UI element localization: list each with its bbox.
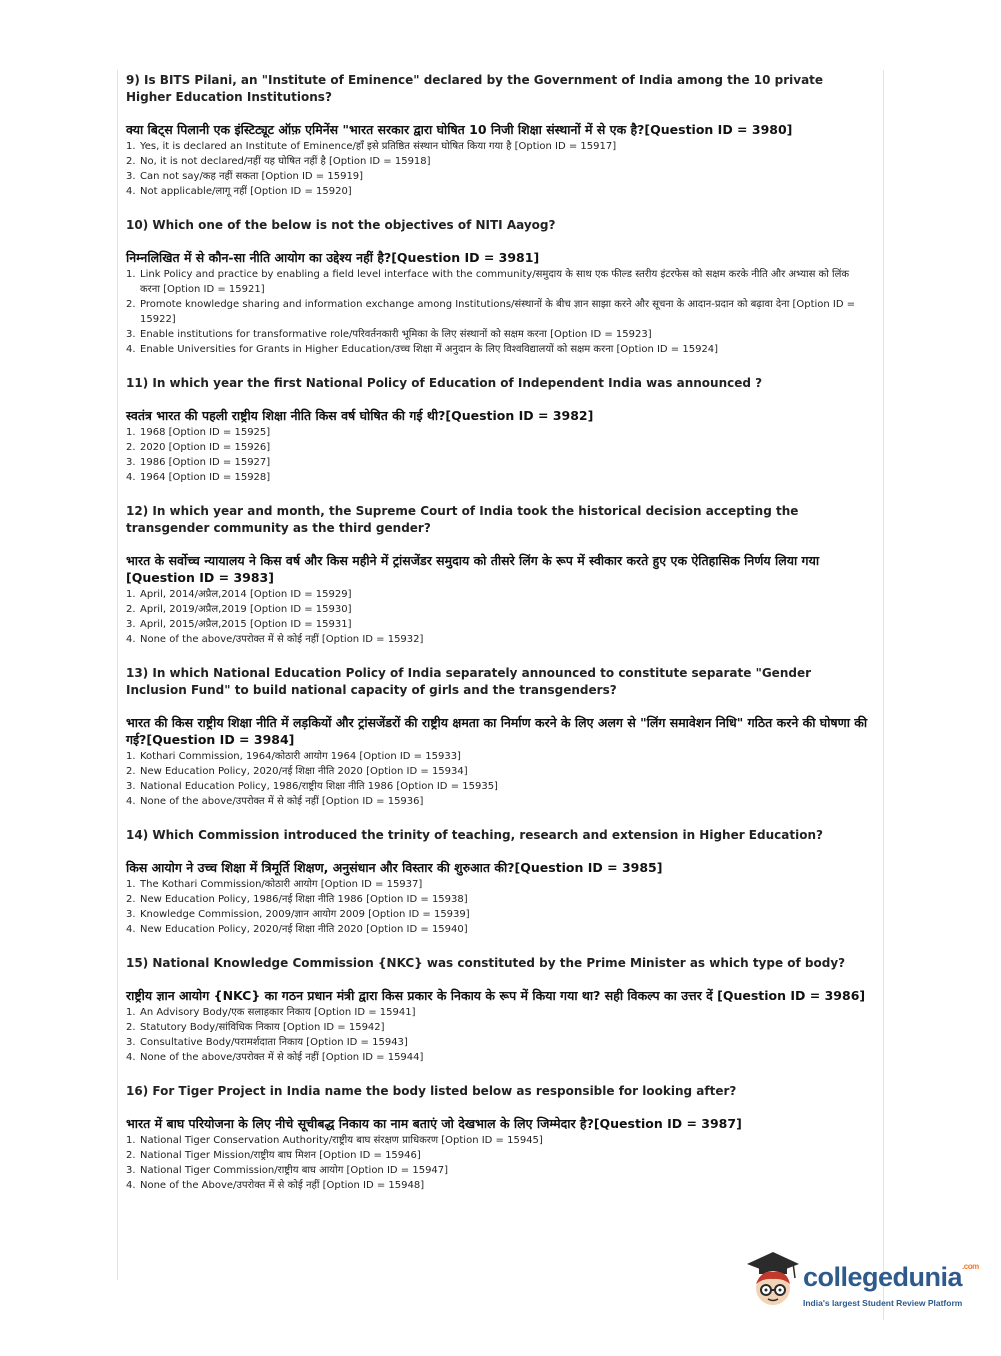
option-item: 2. Statutory Body/सांविधिक निकाय [Option ID = 15942]	[126, 1022, 385, 1033]
question-hindi: भारत के सर्वोच्च न्यायालय ने किस वर्ष और किस महीने में ट्रांसजेंडर समुदाय को तीसरे लिंग के रूप में स्वीकार करते हुए एक ऐतिहासिक निर्णय लिया गया [Question ID = 3983]	[126, 553, 820, 585]
collegedunia-mascot-icon	[743, 1248, 803, 1320]
question-english: 16) For Tiger Project in India name the body listed below as responsible for looking after?	[126, 1084, 737, 1098]
option-item: 2. New Education Policy, 1986/नई शिक्षा नीति 1986 [Option ID = 15938]	[126, 894, 468, 905]
option-item: 2. National Tiger Mission/राष्ट्रीय बाघ मिशन [Option ID = 15946]	[126, 1150, 421, 1161]
option-item: 1. 1968 [Option ID = 15925]	[126, 427, 271, 438]
option-item: 3. Enable institutions for transformative role/परिवर्तनकारी भूमिका के लिए संस्थानों को सक्षम करना [Option ID = 15923]	[126, 329, 652, 340]
option-item: 4. Not applicable/लागू नहीं [Option ID = 15920]	[126, 186, 352, 197]
option-list	[126, 425, 871, 485]
left-margin-rule	[117, 70, 118, 1280]
option-item: 3. Consultative Body/परामर्शदाता निकाय [Option ID = 15943]	[126, 1037, 408, 1048]
question-hindi: किस आयोग ने उच्च शिक्षा में त्रिमूर्ति शिक्षण, अनुसंधान और विस्तार की शुरुआत की?[Question ID = 3985]	[126, 860, 663, 875]
option-item: 4. None of the above/उपरोक्त में से कोई नहीं [Option ID = 15932]	[126, 634, 424, 645]
option-list	[126, 749, 871, 809]
option-item: 4. New Education Policy, 2020/नई शिक्षा नीति 2020 [Option ID = 15940]	[126, 924, 468, 935]
option-item: 3. National Tiger Commission/राष्ट्रीय बाघ आयोग [Option ID = 15947]	[126, 1165, 449, 1176]
option-item: 1. Link Policy and practice by enabling a field level interface with the community/समुदाय के साथ एक फील्ड स्तरीय इंटरफेस को सक्षम करके नीति और अभ्यास को लिंक करना [Option ID = 15921]	[126, 269, 850, 295]
option-item: 2. April, 2019/अप्रैल,2019 [Option ID = 15930]	[126, 604, 352, 615]
question-list	[126, 72, 871, 1193]
option-item: 3. Knowledge Commission, 2009/ज्ञान आयोग 2009 [Option ID = 15939]	[126, 909, 470, 920]
option-list	[126, 139, 871, 199]
brand-tagline: India's largest Student Review Platform	[803, 1298, 963, 1308]
question-block	[126, 503, 871, 647]
option-item: 4. Enable Universities for Grants in Higher Education/उच्च शिक्षा में अनुदान के लिए विश्वविद्यालयों को सक्षम करना [Option ID = 15924]	[126, 344, 719, 355]
question-hindi: भारत की किस राष्ट्रीय शिक्षा नीति में लड़कियों और ट्रांसजेंडरों की राष्ट्रीय क्षमता का निर्माण करने के लिए अलग से "लिंग समावेशन निधि" गठित करने की घोषणा की गई?[Question ID = 3984]	[126, 715, 868, 747]
question-block	[126, 665, 871, 809]
option-item: 1. Yes, it is declared an Institute of Eminence/हाँ इसे प्रतिष्ठित संस्थान घोषित किया गया है [Option ID = 15917]	[126, 141, 617, 152]
option-item: 1. An Advisory Body/एक सलाहकार निकाय [Option ID = 15941]	[126, 1007, 416, 1018]
option-item: 2. New Education Policy, 2020/नई शिक्षा नीति 2020 [Option ID = 15934]	[126, 766, 468, 777]
option-item: 2. No, it is not declared/नहीं यह घोषित नहीं है [Option ID = 15918]	[126, 156, 431, 167]
option-item: 2. Promote knowledge sharing and information exchange among Institutions/संस्थानों के बीच ज्ञान साझा करने और सूचना के आदान-प्रदान को बढ़ावा देना [Option ID = 15922]	[126, 299, 856, 325]
option-list	[126, 267, 871, 357]
question-block	[126, 955, 871, 1065]
question-english: 14) Which Commission introduced the trinity of teaching, research and extension in Higher Education?	[126, 828, 823, 842]
question-english: 12) In which year and month, the Supreme Court of India took the historical decision accepting the transgender community as the third gender?	[126, 504, 799, 535]
question-block	[126, 72, 871, 199]
option-list	[126, 587, 871, 647]
option-item: 2. 2020 [Option ID = 15926]	[126, 442, 271, 453]
right-margin-rule	[883, 70, 884, 1320]
option-item: 1. Kothari Commission, 1964/कोठारी आयोग 1964 [Option ID = 15933]	[126, 751, 461, 762]
option-item: 1. The Kothari Commission/कोठारी आयोग [Option ID = 15937]	[126, 879, 423, 890]
question-hindi: निम्नलिखित में से कौन-सा नीति आयोग का उद्देश्य नहीं है?[Question ID = 3981]	[126, 250, 540, 265]
option-item: 1. April, 2014/अप्रैल,2014 [Option ID = 15929]	[126, 589, 352, 600]
question-hindi: भारत में बाघ परियोजना के लिए नीचे सूचीबद्ध निकाय का नाम बताएं जो देखभाल के लिए जिम्मेदार है?[Question ID = 3987]	[126, 1116, 742, 1131]
option-item: 3. National Education Policy, 1986/राष्ट्रीय शिक्षा नीति 1986 [Option ID = 15935]	[126, 781, 498, 792]
option-list	[126, 1133, 871, 1193]
question-block	[126, 375, 871, 485]
question-block	[126, 1083, 871, 1193]
question-block	[126, 217, 871, 357]
option-item: 4. 1964 [Option ID = 15928]	[126, 472, 271, 483]
question-english: 11) In which year the first National Policy of Education of Independent India was announced ?	[126, 376, 763, 390]
option-item: 1. National Tiger Conservation Authority/राष्ट्रीय बाघ संरक्षण प्राधिकरण [Option ID = 15945]	[126, 1135, 543, 1146]
option-item: 4. None of the above/उपरोक्त में से कोई नहीं [Option ID = 15944]	[126, 1052, 424, 1063]
question-english: 10) Which one of the below is not the objectives of NITI Aayog?	[126, 218, 556, 232]
option-list	[126, 1005, 871, 1065]
question-block	[126, 827, 871, 937]
option-item: 3. 1986 [Option ID = 15927]	[126, 457, 271, 468]
question-hindi: राष्ट्रीय ज्ञान आयोग {NKC} का गठन प्रधान मंत्री द्वारा किस प्रकार के निकाय के रूप में किया गया था? सही विकल्प का उत्तर दें [Question ID = 3986]	[126, 988, 866, 1003]
option-item: 3. April, 2015/अप्रैल,2015 [Option ID = 15931]	[126, 619, 352, 630]
question-hindi: क्या बिट्स पिलानी एक इंस्टिट्यूट ऑफ़ एमिनेंस "भारत सरकार द्वारा घोषित 10 निजी शिक्षा संस्थानों में से एक है?[Question ID = 3980]	[126, 122, 793, 137]
question-english: 15) National Knowledge Commission {NKC} was constituted by the Prime Minister as which type of body?	[126, 956, 846, 970]
option-item: 4. None of the above/उपरोक्त में से कोई नहीं [Option ID = 15936]	[126, 796, 424, 807]
question-english: 9) Is BITS Pilani, an "Institute of Eminence" declared by the Government of India among the 10 private Higher Education Institutions?	[126, 73, 824, 104]
option-item: 3. Can not say/कह नहीं सकता [Option ID = 15919]	[126, 171, 364, 182]
brand-wordmark: collegedunia$^{.com}$	[803, 1262, 979, 1292]
question-hindi: स्वतंत्र भारत की पहली राष्ट्रीय शिक्षा नीति किस वर्ष घोषित की गई थी?[Question ID = 3982]	[126, 408, 594, 423]
option-item: 4. None of the Above/उपरोक्त में से कोई नहीं [Option ID = 15948]	[126, 1180, 425, 1191]
option-list	[126, 877, 871, 937]
question-english: 13) In which National Education Policy of India separately announced to constitute separate "Gender Inclusion Fund" to build national capacity of girls and the transgenders?	[126, 666, 812, 697]
